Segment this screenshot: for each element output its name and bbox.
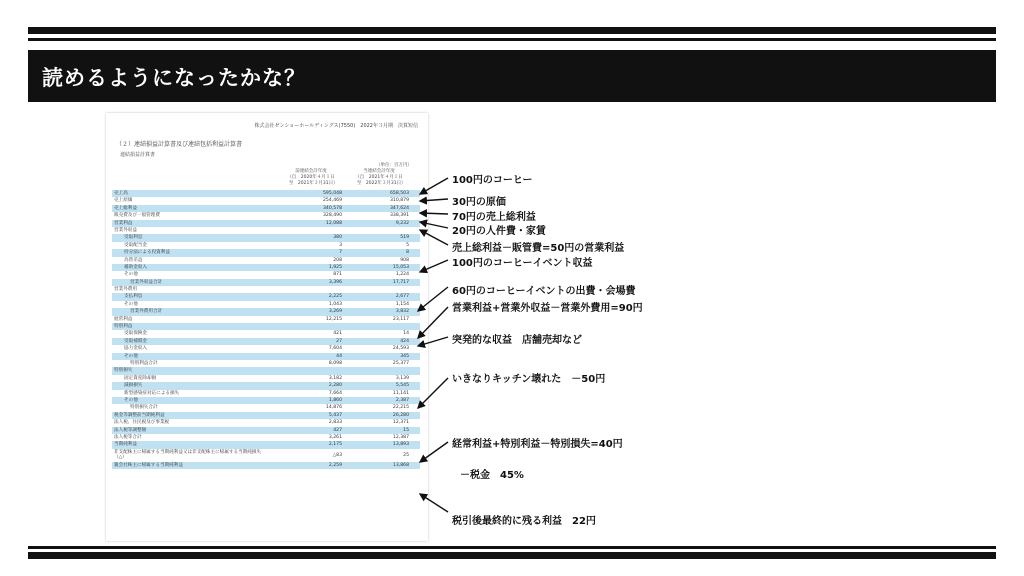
row-value-current: 8 — [406, 250, 409, 256]
row-value-current: 11,141 — [392, 390, 409, 396]
row-value-previous: 421 — [333, 331, 342, 337]
arrow-non-operating-expense — [418, 287, 448, 311]
column-header-line: （自 2021年４月１日 — [355, 175, 403, 180]
row-label: 法人税等調整額 — [114, 427, 147, 433]
row-value-current: 25,377 — [392, 360, 409, 366]
row-label: 税金等調整前当期純利益 — [114, 412, 165, 418]
row-value-previous: 7 — [339, 250, 342, 256]
arrow-gross-profit — [420, 213, 448, 214]
row-value-previous: 1,860 — [328, 397, 342, 403]
row-value-previous: 208 — [333, 257, 342, 263]
annotation-non-operating-income: 100円のコーヒーイベント収益 — [452, 258, 593, 269]
column-header-line: 至 2022年３月31日） — [352, 181, 406, 186]
row-label: 受取補償金 — [124, 338, 147, 344]
row-value-current: 12,371 — [392, 420, 409, 426]
row-value-current: 338,391 — [390, 213, 409, 219]
arrow-extraordinary-loss — [418, 378, 448, 408]
row-value-current: 908 — [400, 257, 409, 263]
document-subheading: 連結損益計算書 — [120, 152, 156, 158]
row-label: 営業外費用合計 — [130, 309, 163, 315]
row-value-previous: 3,396 — [328, 279, 342, 285]
row-label: 受取利息 — [124, 235, 143, 241]
arrow-net-profit — [420, 494, 448, 512]
row-value-previous: 254,469 — [323, 198, 342, 204]
arrow-sales — [420, 178, 448, 194]
row-value-current: 1,154 — [395, 301, 409, 307]
arrow-sga — [420, 222, 448, 228]
annotation-ordinary-profit: 営業利益+営業外収益－営業外費用=90円 — [452, 303, 643, 314]
row-value-current: 347,624 — [390, 205, 409, 211]
column-header-line: （自 2020年４月１日 — [287, 175, 335, 180]
row-value-previous: 3,269 — [328, 309, 342, 315]
row-value-current: 13,868 — [392, 462, 409, 468]
annotation-tax: －税金 45% — [460, 470, 524, 481]
row-value-current: 658,503 — [390, 191, 409, 196]
row-value-previous: 12,088 — [325, 220, 342, 226]
row-value-previous: 2,225 — [328, 294, 342, 300]
document-company: 株式会社ゼンショーホールディングス(7550) 2022年３月期 決算短信 — [254, 123, 418, 129]
row-value-previous: 340,578 — [323, 205, 342, 211]
row-value-current: 345 — [400, 353, 409, 359]
row-value-previous: 3 — [339, 242, 342, 248]
row-value-previous: 427 — [333, 427, 342, 433]
row-value-previous: 2,833 — [328, 420, 342, 426]
row-label: 法人税、住民税及び事業税 — [114, 420, 170, 426]
row-value-previous: △83 — [332, 452, 342, 458]
row-label: 持分法による投資利益 — [124, 250, 170, 256]
row-value-current: 3,139 — [395, 375, 409, 381]
row-value-current: 15,053 — [392, 264, 409, 270]
row-value-current: 17,717 — [392, 279, 409, 285]
row-label: 経常利益 — [114, 316, 133, 322]
arrow-cost — [420, 199, 448, 201]
document-unit: （単位：百万円） — [376, 163, 412, 168]
row-label: 協力金収入 — [124, 346, 147, 352]
row-value-current: 14 — [403, 331, 409, 337]
row-label: 売上原価 — [114, 198, 133, 204]
row-label: 受取保険金 — [124, 331, 147, 337]
annotation-sga: 20円の人件費・家賃 — [452, 226, 546, 237]
row-value-current: 26,280 — [392, 412, 409, 418]
row-value-previous: 2,175 — [328, 442, 342, 448]
row-value-previous: 1,043 — [328, 301, 342, 307]
annotation-gross-profit: 70円の売上総利益 — [452, 212, 536, 223]
arrow-extraordinary-income — [418, 337, 448, 346]
row-value-current: 23,117 — [392, 316, 409, 322]
row-value-previous: 27 — [336, 338, 342, 344]
row-value-previous: 44 — [336, 353, 342, 359]
document-heading: （２）連結損益計算書及び連結包括利益計算書 — [116, 141, 243, 148]
row-value-current: 3,832 — [395, 309, 409, 315]
row-value-current: 5,545 — [395, 383, 409, 389]
row-label: 特別利益合計 — [130, 360, 158, 366]
row-value-previous: 5,437 — [328, 412, 342, 418]
row-label: 売上高 — [114, 191, 128, 196]
row-label: 受取配当金 — [124, 242, 147, 248]
row-label: 特別利益 — [114, 324, 133, 330]
row-label: 減損損失 — [124, 383, 143, 389]
arrow-non-operating-income — [420, 260, 448, 272]
row-value-previous: 8,098 — [328, 360, 342, 366]
annotation-operating-profit: 売上総利益－販管費=50円の営業利益 — [452, 243, 625, 254]
column-header-line: 至 2021年３月31日） — [284, 181, 338, 186]
row-value-previous: 2,280 — [328, 383, 342, 389]
row-label: 親会社株主に帰属する当期純利益 — [114, 462, 183, 468]
row-label: 特別損失 — [114, 368, 133, 374]
row-value-current: 1,224 — [395, 272, 409, 278]
row-label: 補助金収入 — [124, 264, 147, 270]
row-value-current: 519 — [400, 235, 409, 241]
column-header-line: 前連結会計年度 — [295, 169, 327, 174]
row-label: 営業外収益合計 — [130, 279, 163, 285]
row-label: その他 — [124, 397, 138, 403]
row-label: 当期純利益 — [114, 442, 137, 448]
row-value-previous: 1,925 — [328, 264, 342, 270]
row-value-current: 15 — [403, 427, 409, 433]
row-value-previous: 14,876 — [325, 405, 342, 411]
row-value-previous: 7,604 — [328, 346, 342, 352]
row-value-previous: 2,259 — [328, 462, 342, 468]
row-value-previous: 7,664 — [328, 390, 342, 396]
arrow-operating-profit — [420, 230, 448, 245]
column-header-line: 当連結会計年度 — [363, 169, 395, 174]
annotation-non-operating-expense: 60円のコーヒーイベントの出費・会場費 — [452, 286, 636, 297]
row-value-previous: 871 — [333, 272, 342, 278]
row-label: 販売費及び一般管理費 — [114, 213, 160, 219]
row-label: 営業外収益 — [114, 227, 137, 233]
row-value-previous: 3,182 — [328, 375, 342, 381]
page-title: 読めるようになったかな？ — [42, 66, 306, 90]
annotation-extraordinary-loss: いきなりキッチン壊れた －50円 — [452, 374, 606, 385]
annotation-pretax-profit: 経常利益+特別利益－特別損失=40円 — [452, 439, 623, 450]
row-value-previous: 328,490 — [323, 213, 342, 219]
row-value-previous: 380 — [333, 235, 342, 241]
row-label: 固定資産除却損 — [124, 375, 157, 381]
row-value-previous: 12,215 — [325, 316, 342, 322]
row-label: 営業利益 — [114, 220, 133, 226]
row-value-previous: 3,261 — [328, 434, 342, 440]
row-label: 法人税等合計 — [114, 434, 142, 440]
row-label: 特別損失合計 — [130, 405, 158, 411]
row-label: 非支配株主に帰属する当期純利益又は非支配株主に帰属する当期純損失（△） — [114, 449, 262, 461]
annotation-net-profit: 税引後最終的に残る利益 22円 — [452, 516, 596, 527]
row-value-previous: 595,048 — [323, 191, 342, 196]
row-value-current: 13,893 — [392, 442, 409, 448]
arrow-ordinary-profit — [418, 307, 448, 338]
row-value-current: 25 — [403, 452, 409, 458]
row-label: 営業外費用 — [114, 287, 137, 293]
row-label: その他 — [124, 301, 138, 307]
row-label: 支払利息 — [124, 294, 143, 300]
arrow-pretax-profit — [420, 442, 448, 462]
annotation-cost: 30円の原価 — [452, 197, 506, 208]
row-value-current: 22,215 — [392, 405, 409, 411]
row-value-current: 2,387 — [395, 397, 409, 403]
row-value-current: 5 — [406, 242, 409, 248]
row-value-current: 12,387 — [392, 434, 409, 440]
row-label: その他 — [124, 272, 138, 278]
row-value-current: 2,677 — [395, 294, 409, 300]
row-label: 新型感染症対応による損失 — [124, 390, 180, 396]
row-value-current: 310,879 — [390, 198, 409, 204]
row-label: 為替差益 — [124, 257, 143, 263]
annotation-sales: 100円のコーヒー — [452, 175, 533, 186]
row-value-current: 424 — [400, 338, 409, 344]
row-value-current: 24,593 — [392, 346, 409, 352]
row-label: その他 — [124, 353, 138, 359]
annotation-extraordinary-income: 突発的な収益 店舗売却など — [452, 335, 582, 346]
row-label: 売上総利益 — [114, 205, 137, 211]
row-value-current: 9,232 — [395, 220, 409, 226]
